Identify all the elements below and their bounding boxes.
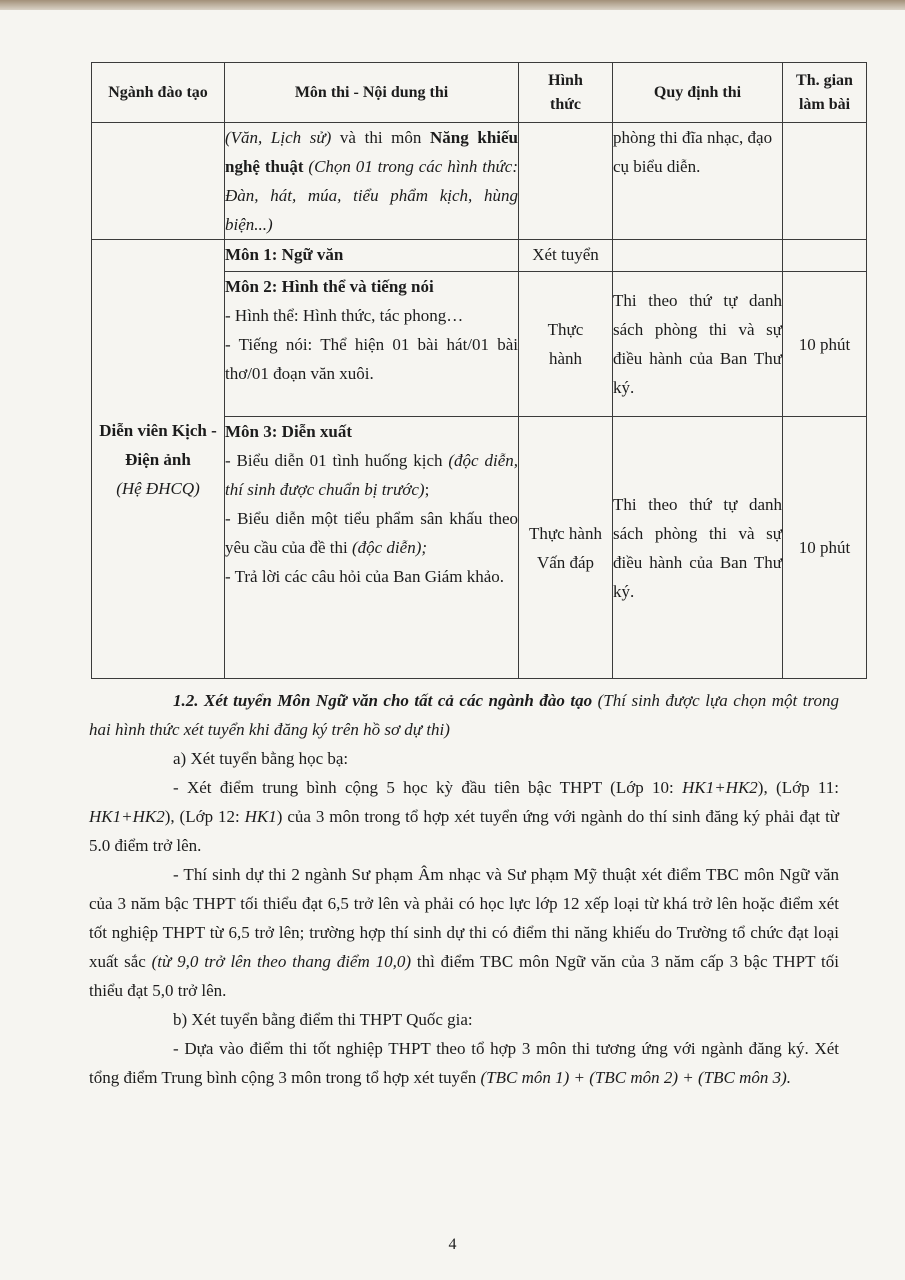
section-body <box>89 686 840 1092</box>
page-number: 4 <box>448 1236 457 1253</box>
mon1-title: Môn 1: Ngữ văn <box>225 240 519 272</box>
cont-quy-dinh-cell: phòng thi đĩa nhạc, đạo cụ biểu diễn. <box>613 123 783 240</box>
table-row-continued <box>92 123 867 240</box>
mon2-thoi-gian: 10 phút <box>783 272 867 417</box>
header-mon-thi: Môn thi - Nội dung thi <box>225 63 519 123</box>
header-thoi-gian: Th. gian làm bài <box>783 63 867 123</box>
header-nganh: Ngành đào tạo <box>92 63 225 123</box>
section-b-paragraph-1: - Dựa vào điểm thi tốt nghiệp THPT theo tổ hợp 3 môn thi tương ứng với ngành đăng ký. Xét tổng điểm Trung bình cộng 3 môn trong tổ hợp xét tuyển (TBC môn 1) + (TBC môn 2) + (TBC môn 3). <box>89 1039 839 1087</box>
exam-table <box>91 62 867 679</box>
nganh-group-cell: Diễn viên Kịch - Điện ảnh (Hệ ĐHCQ) <box>92 240 225 679</box>
mon2-quy-dinh: Thi theo thứ tự danh sách phòng thi và sự điều hành của Ban Thư ký. <box>613 272 783 417</box>
mon2-content-cell: Môn 2: Hình thể và tiếng nói - Hình thể: Hình thức, tác phong… - Tiếng nói: Thể hiện 01 bài hát/01 bài thơ/01 đoạn văn xuôi. <box>225 272 519 417</box>
mon2-hinh-thuc: Thực hành <box>519 272 613 417</box>
section-a-title: a) Xét tuyển bằng học bạ: <box>173 749 349 768</box>
scan-top-edge <box>0 0 905 10</box>
section-a-paragraph-2: - Thí sinh dự thi 2 ngành Sư phạm Âm nhạc và Sư phạm Mỹ thuật xét điểm TBC môn Ngữ văn của 3 năm bậc THPT tối thiểu đạt 6,5 trở lên và phải có học lực lớp 12 xếp loại từ khá trở lên hoặc điểm xét tốt nghiệp THPT từ 6,5 trở lên; trường hợp thí sinh dự thi có điểm thi năng khiếu do Trường tổ chức đạt loại xuất sắc (từ 9,0 trở lên theo thang điểm 10,0) thì điểm TBC môn Ngữ văn của 3 năm cấp 3 bậc THPT tối thiểu đạt 5,0 trở lên. <box>89 865 839 1000</box>
table-header-row <box>92 63 867 123</box>
header-hinh-thuc: Hình thức <box>519 63 613 123</box>
header-quy-dinh: Quy định thi <box>613 63 783 123</box>
cont-mon-thi-cell: (Văn, Lịch sử) và thi môn Năng khiếu nghệ thuật (Chọn 01 trong các hình thức: Đàn, hát, múa, tiểu phẩm kịch, hùng biện...) <box>225 123 519 240</box>
mon3-thoi-gian: 10 phút <box>783 417 867 679</box>
mon3-content-cell: Môn 3: Diễn xuất - Biểu diễn 01 tình huống kịch (độc diễn, thí sinh được chuẩn bị trước); - Biểu diễn một tiểu phẩm sân khấu theo yêu cầu của đề thi (độc diễn); - Trả lời các câu hỏi của Ban Giám khảo. <box>225 417 519 679</box>
mon3-hinh-thuc: Thực hành Vấn đáp <box>519 417 613 679</box>
mon1-hinh-thuc: Xét tuyển <box>519 240 613 272</box>
section-heading: 1.2. Xét tuyển Môn Ngữ văn cho tất cả các ngành đào tạo (Thí sinh được lựa chọn một trong hai hình thức xét tuyển khi đăng ký trên hồ sơ dự thi) <box>89 691 839 739</box>
section-b-title: b) Xét tuyển bằng điểm thi THPT Quốc gia: <box>173 1010 473 1029</box>
mon3-quy-dinh: Thi theo thứ tự danh sách phòng thi và sự điều hành của Ban Thư ký. <box>613 417 783 679</box>
section-a-paragraph-1: - Xét điểm trung bình cộng 5 học kỳ đầu tiên bậc THPT (Lớp 10: HK1+HK2), (Lớp 11: HK1+HK2), (Lớp 12: HK1) của 3 môn trong tổ hợp xét tuyển ứng với ngành do thí sinh đăng ký phải đạt từ 5.0 điểm trở lên. <box>89 778 840 855</box>
table-row-mon1 <box>92 240 867 272</box>
